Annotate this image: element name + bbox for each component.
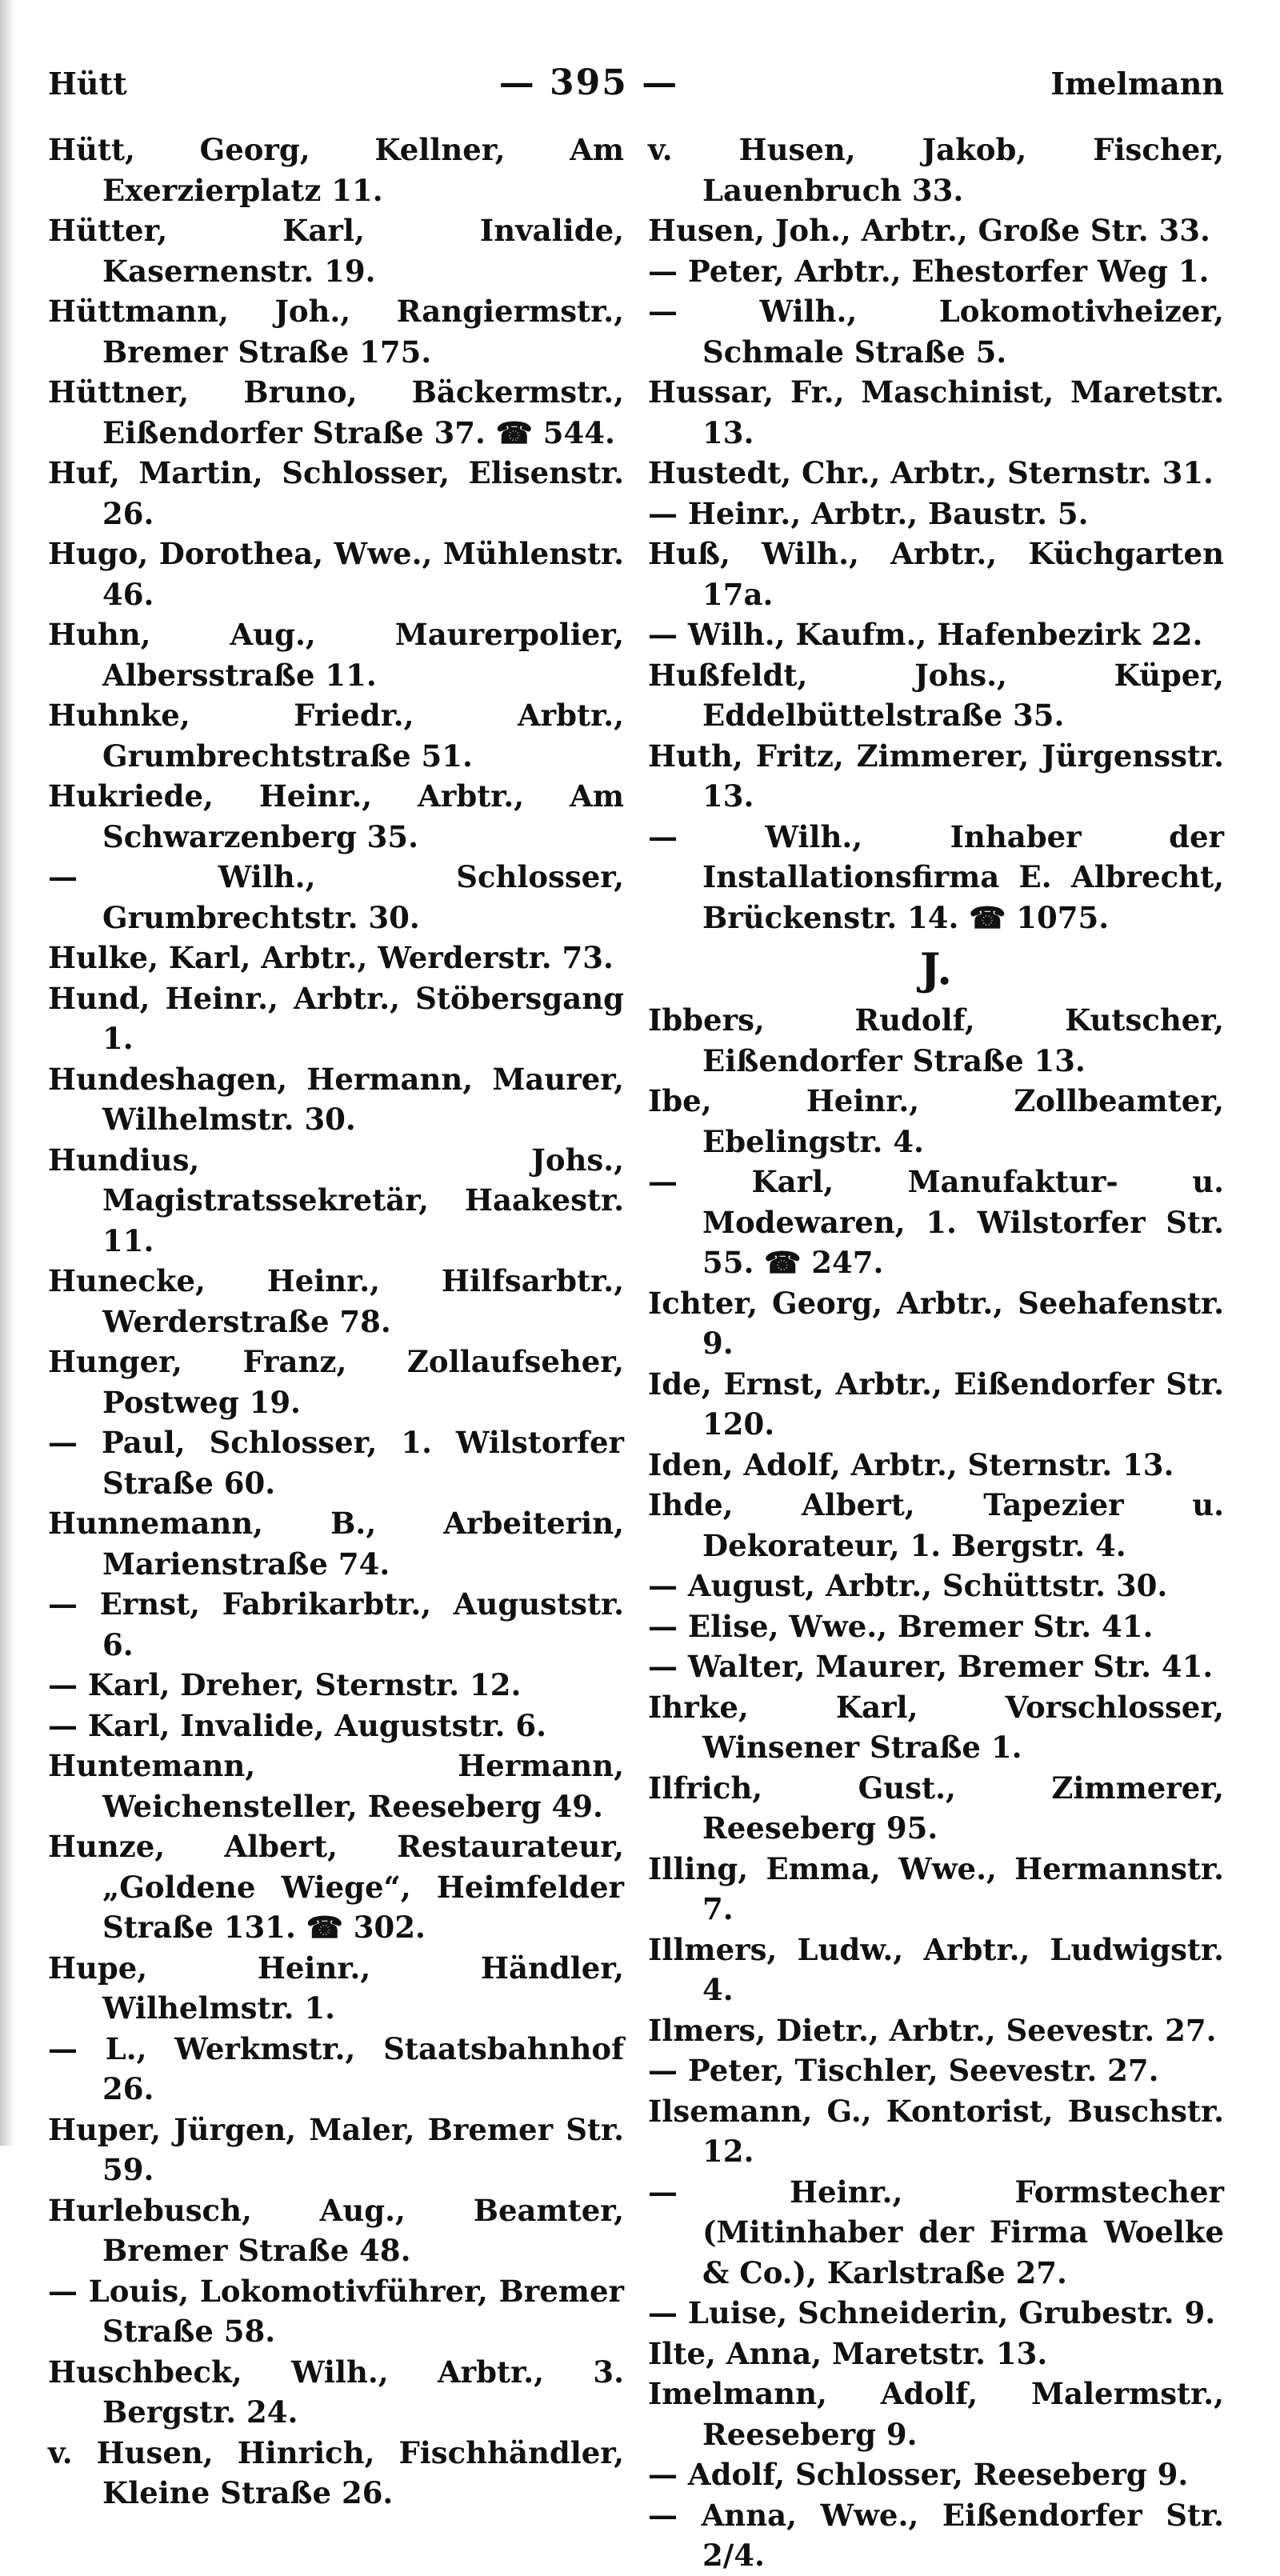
directory-entry: — Elise, Wwe., Bremer Str. 41. [648, 1608, 1154, 1644]
section-letter: J. [919, 943, 953, 994]
directory-entry: Ichter, Georg, Arbtr., Seehafenstr. 9. [648, 1285, 1224, 1361]
directory-entry: Hund, Heinr., Arbtr., Stöbersgang 1. [48, 980, 624, 1056]
directory-entry: Hupe, Heinr., Händler, Wilhelmstr. 1. [48, 1950, 624, 2026]
directory-entry: Ilte, Anna, Maretstr. 13. [648, 2335, 1048, 2371]
directory-entry: Iden, Adolf, Arbtr., Sternstr. 13. [648, 1446, 1174, 1482]
directory-entry: — Wilh., Schlosser, Grumbrechtstr. 30. [48, 859, 624, 935]
directory-entry: Huhnke, Friedr., Arbtr., Grumbrechtstraße 51. [48, 698, 624, 774]
directory-entry: — Ernst, Fabrikarbtr., Auguststr. 6. [48, 1586, 624, 1662]
directory-entry: Hunze, Albert, Restaurateur, „Goldene Wiege“, Heimfelder Straße 131. ☎ 302. [48, 1829, 624, 1945]
header-right-keyword: Imelmann [1050, 66, 1224, 102]
directory-entry: Hüttmann, Joh., Rangiermstr., Bremer Straße 175. [48, 294, 624, 370]
directory-entry: — August, Arbtr., Schüttstr. 30. [648, 1568, 1168, 1603]
directory-entry: Ibbers, Rudolf, Kutscher, Eißendorfer Straße 13. [648, 1002, 1224, 1078]
directory-entry: Hukriede, Heinr., Arbtr., Am Schwarzenberg 35. [48, 778, 624, 854]
directory-entry: — Paul, Schlosser, 1. Wilstorfer Straße 60. [48, 1425, 624, 1501]
directory-entry: Hunecke, Heinr., Hilfsarbtr., Werderstraße 78. [48, 1263, 624, 1339]
directory-entry: — Wilh., Kaufm., Hafenbezirk 22. [648, 617, 1203, 652]
directory-entry: — Karl, Invalide, Auguststr. 6. [48, 1707, 547, 1743]
directory-entry: Hugo, Dorothea, Wwe., Mühlenstr. 46. [48, 536, 624, 612]
directory-entry: Husen, Joh., Arbtr., Große Str. 33. [648, 213, 1210, 248]
directory-entry: — Peter, Arbtr., Ehestorfer Weg 1. [648, 253, 1210, 289]
right-column-entries-j [648, 1000, 1224, 2576]
directory-entry: Hütt, Georg, Kellner, Am Exerzierplatz 11. [48, 132, 624, 208]
directory-entry: — Wilh., Lokomotivheizer, Schmale Straße 5. [648, 294, 1224, 370]
directory-entry: — Wilh., Inhaber der Installationsfirma E. Albrecht, Brückenstr. 14. ☎ 1075. [648, 818, 1224, 935]
directory-entry: — Heinr., Arbtr., Baustr. 5. [648, 495, 1089, 531]
directory-entry: Ihde, Albert, Tapezier u. Dekorateur, 1. Bergstr. 4. [648, 1487, 1224, 1563]
directory-entry: Hunnemann, B., Arbeiterin, Marienstraße 74. [48, 1506, 624, 1582]
directory-entry: Hulke, Karl, Arbtr., Werderstr. 73. [48, 940, 614, 975]
directory-entry: Ilfrich, Gust., Zimmerer, Reeseberg 95. [648, 1770, 1224, 1846]
directory-entry: Huhn, Aug., Maurerpolier, Albersstraße 11. [48, 617, 624, 693]
directory-entry: Ide, Ernst, Arbtr., Eißendorfer Str. 120. [648, 1366, 1224, 1442]
directory-entry: Huf, Martin, Schlosser, Elisenstr. 26. [48, 455, 624, 531]
directory-entry: Hüttner, Bruno, Bäckermstr., Eißendorfer Straße 37. ☎ 544. [48, 374, 624, 450]
directory-entry: Ibe, Heinr., Zollbeamter, Ebelingstr. 4. [648, 1083, 1224, 1159]
directory-entry: Hurlebusch, Aug., Beamter, Bremer Straße 48. [48, 2192, 624, 2268]
left-column [48, 130, 624, 2576]
directory-entry: — L., Werkmstr., Staatsbahnhof 26. [48, 2030, 624, 2106]
directory-entry: Hunger, Franz, Zollaufseher, Postweg 19. [48, 1344, 624, 1420]
directory-entry: — Peter, Tischler, Seevestr. 27. [648, 2053, 1159, 2088]
directory-entry: Huper, Jürgen, Maler, Bremer Str. 59. [48, 2111, 624, 2187]
page-number: — 395 — [498, 62, 679, 103]
right-column-entries-h [648, 130, 1224, 938]
directory-entry: Hustedt, Chr., Arbtr., Sternstr. 31. [648, 455, 1214, 490]
directory-entry: Huß, Wilh., Arbtr., Küchgarten 17a. [648, 536, 1224, 612]
directory-entry: — Karl, Manufaktur- u. Modewaren, 1. Wilstorfer Str. 55. ☎ 247. [648, 1164, 1224, 1280]
directory-entry: Imelmann, Adolf, Malermstr., Reeseberg 9. [648, 2376, 1224, 2452]
right-column [648, 130, 1224, 2576]
directory-entry: Illmers, Ludw., Arbtr., Ludwigstr. 4. [648, 1931, 1224, 2007]
directory-entry: — Adolf, Schlosser, Reeseberg 9. [648, 2457, 1189, 2492]
directory-entry: — Anna, Wwe., Eißendorfer Str. 2/4. [648, 2497, 1224, 2573]
directory-entry: — Louis, Lokomotivführer, Bremer Straße 58. [48, 2273, 624, 2349]
columns [48, 130, 1224, 2576]
directory-entry: Ilmers, Dietr., Arbtr., Seevestr. 27. [648, 2012, 1217, 2048]
directory-entry: Illing, Emma, Wwe., Hermannstr. 7. [648, 1850, 1224, 1926]
directory-entry: — Heinr., Formstecher (Mitinhaber der Firma Woelke & Co.), Karlstraße 27. [648, 2174, 1224, 2290]
directory-entry: — Luise, Schneiderin, Grubestr. 9. [648, 2295, 1216, 2330]
directory-entry: Huth, Fritz, Zimmerer, Jürgensstr. 13. [648, 738, 1224, 814]
header-left-keyword: Hütt [48, 66, 127, 102]
directory-entry: Hussar, Fr., Maschinist, Maretstr. 13. [648, 374, 1224, 450]
directory-entry: v. Husen, Jakob, Fischer, Lauenbruch 33. [648, 132, 1224, 208]
directory-entry: Ilsemann, G., Kontorist, Buschstr. 12. [648, 2093, 1224, 2169]
directory-entry: Huntemann, Hermann, Weichensteller, Reeseberg 49. [48, 1748, 624, 1824]
directory-entry: — Karl, Dreher, Sternstr. 12. [48, 1667, 522, 1702]
directory-entry: — Walter, Maurer, Bremer Str. 41. [648, 1649, 1214, 1684]
directory-entry: Huschbeck, Wilh., Arbtr., 3. Bergstr. 24. [48, 2354, 624, 2430]
directory-entry: Hundeshagen, Hermann, Maurer, Wilhelmstr. 30. [48, 1061, 624, 1137]
directory-entry: Hußfeldt, Johs., Küper, Eddelbüttelstraße 35. [648, 657, 1224, 733]
directory-entry: v. Husen, Hinrich, Fischhändler, Kleine Straße 26. [48, 2434, 624, 2510]
directory-entry: Hütter, Karl, Invalide, Kasernenstr. 19. [48, 213, 624, 289]
directory-entry: Hundius, Johs., Magistratssekretär, Haakestr. 11. [48, 1142, 624, 1258]
directory-entry: Ihrke, Karl, Vorschlosser, Winsener Straße 1. [648, 1689, 1224, 1765]
page-header [48, 62, 1224, 118]
